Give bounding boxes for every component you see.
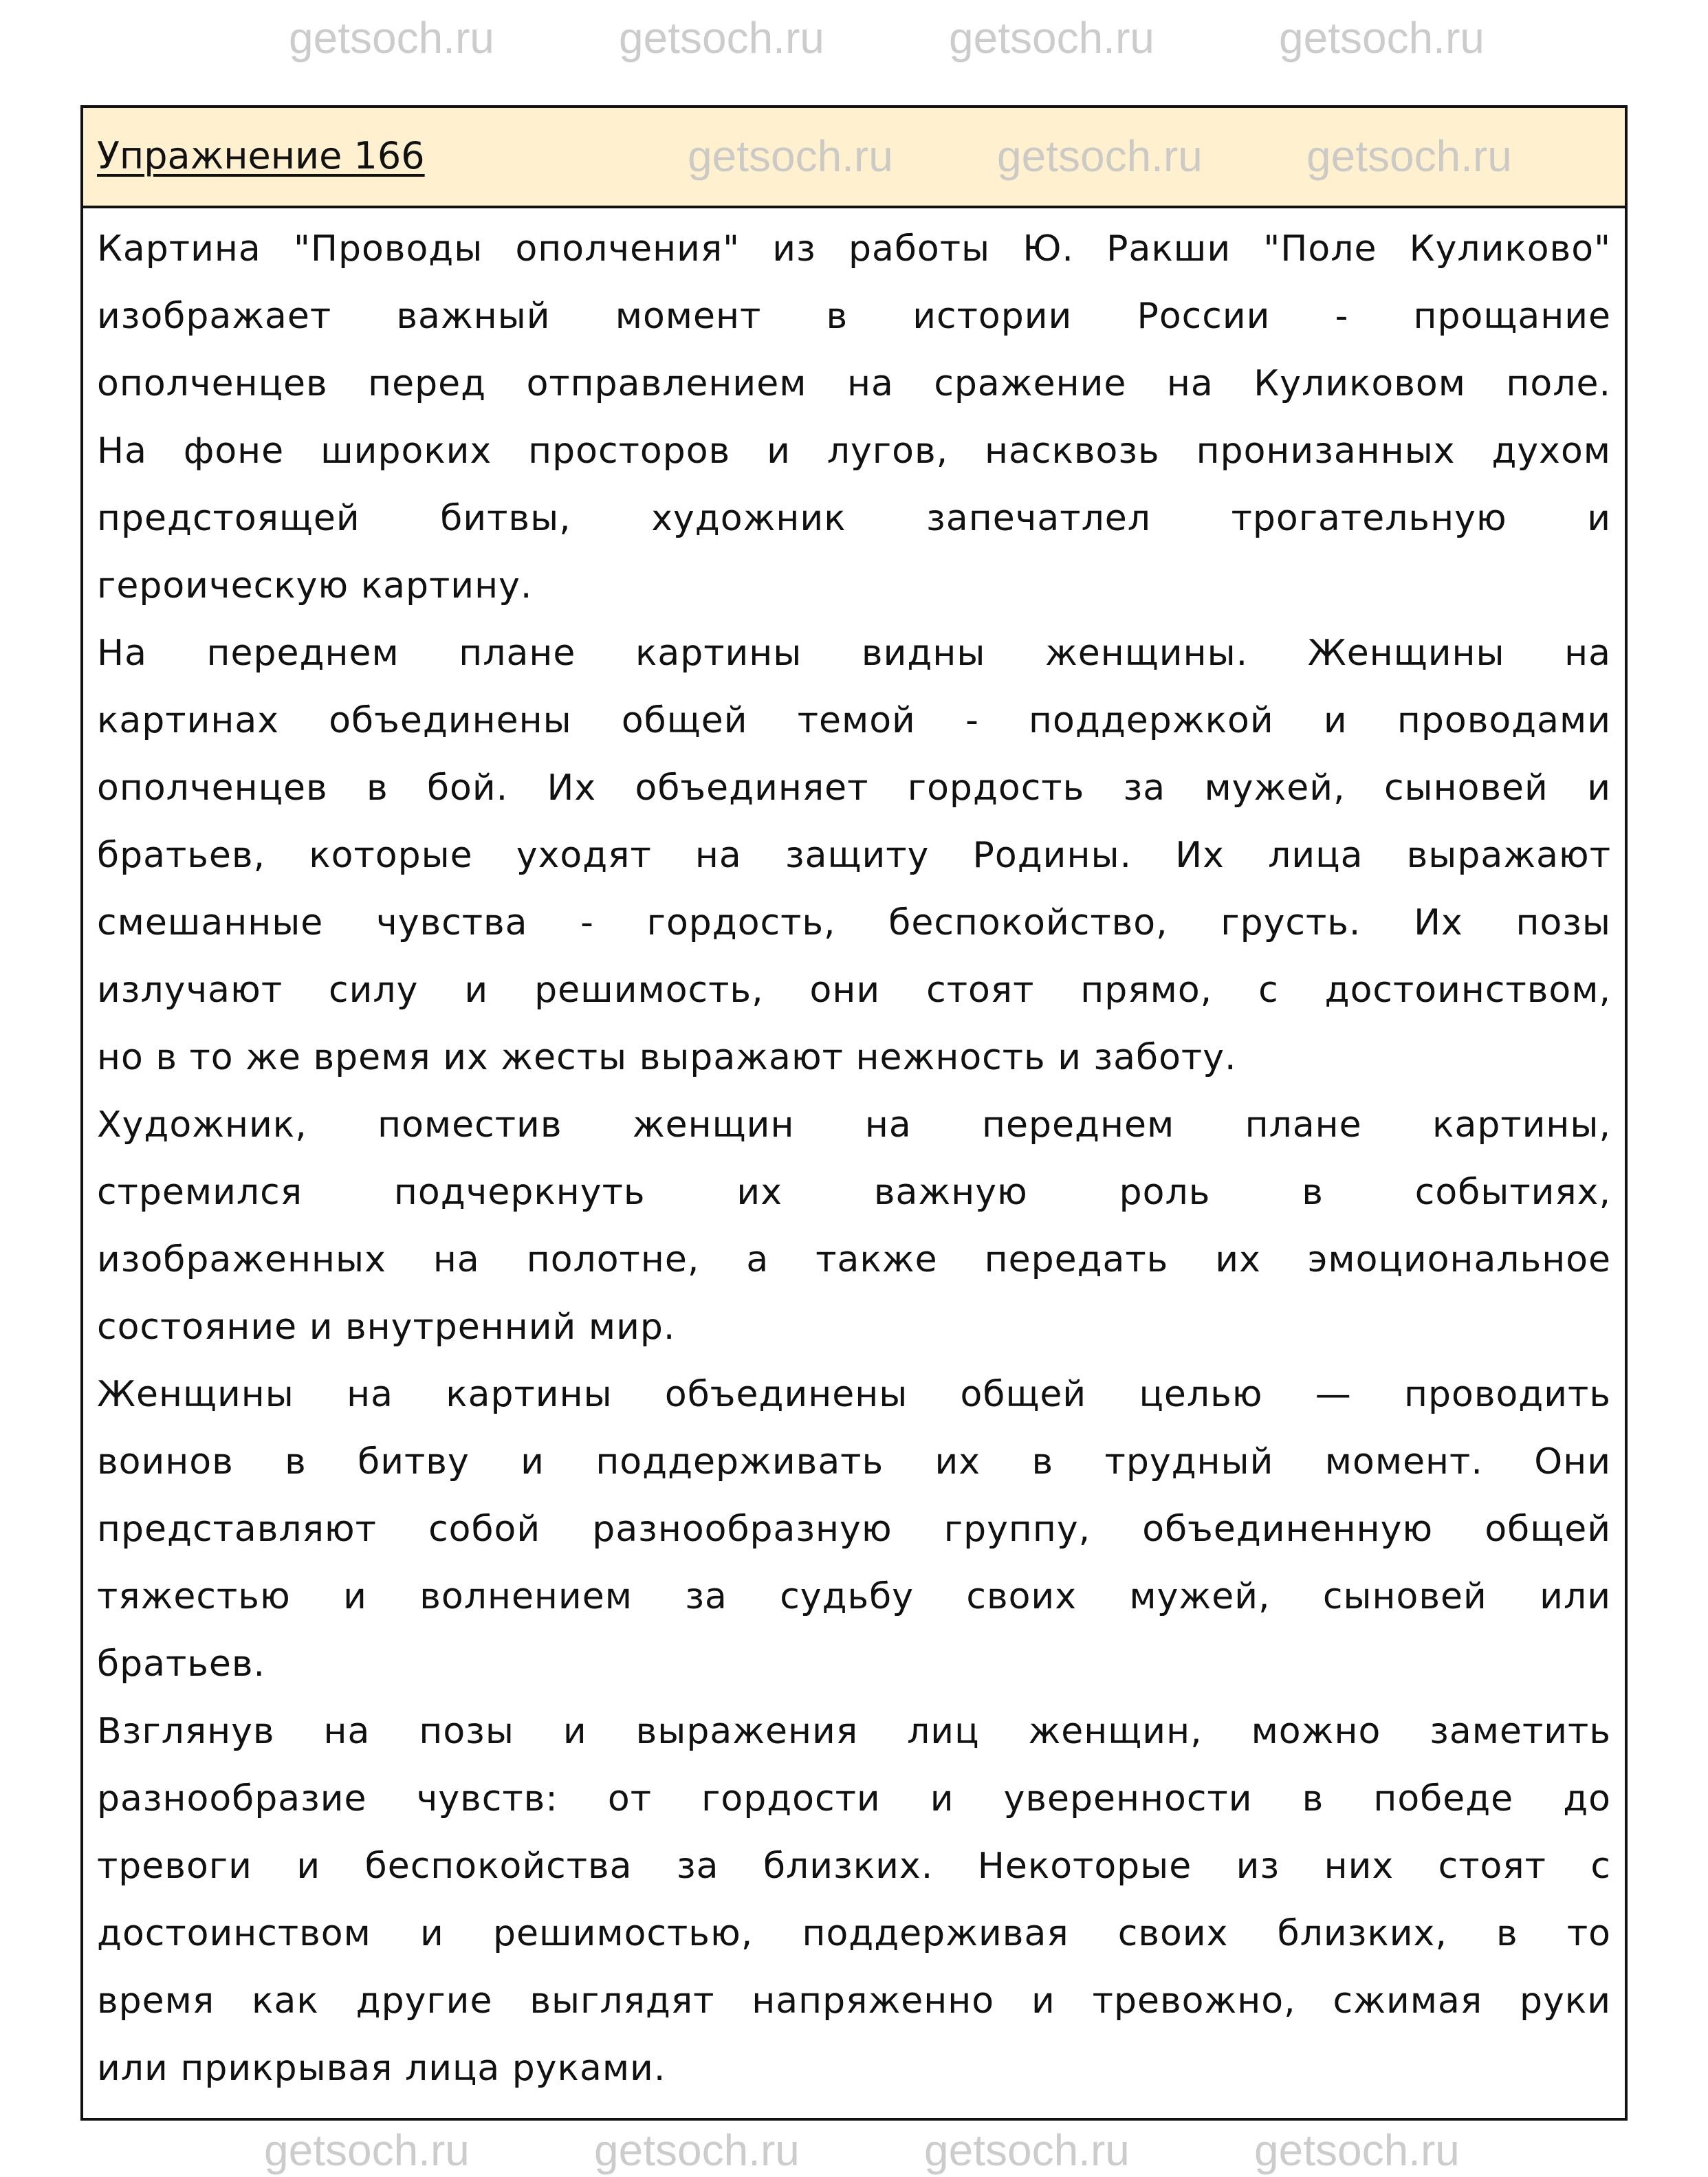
text-line: На переднем плане картины видны женщины. Женщины на — [97, 633, 1611, 674]
text-line: братьев, которые уходят на защиту Родины. Их лица выражают — [97, 835, 1611, 876]
watermark: getsoch.ru — [1306, 131, 1512, 181]
text-line: ополченцев перед отправлением на сражение на Куликовом поле. — [97, 363, 1611, 404]
text-line: тревоги и беспокойства за близких. Некоторые из них стоят с — [97, 1846, 1611, 1887]
text-line: На фоне широких просторов и лугов, насквозь пронизанных духом — [97, 430, 1611, 472]
watermark: getsoch.ru — [924, 2125, 1130, 2175]
exercise-text — [83, 208, 1625, 2102]
watermark: getsoch.ru — [949, 13, 1154, 63]
exercise-card — [80, 105, 1628, 2121]
text-line: представляют собой разнообразную группу, объединенную общей — [97, 1509, 1611, 1550]
text-line: Картина "Проводы ополчения" из работы Ю. Ракши "Поле Куликово" — [97, 228, 1611, 270]
text-line: тяжестью и волнением за судьбу своих мужей, сыновей или — [97, 1576, 1611, 1617]
text-line: Взглянув на позы и выражения лиц женщин, можно заметить — [97, 1711, 1611, 1752]
exercise-title: Упражнение 166 — [97, 134, 425, 177]
text-line: достоинством и решимостью, поддерживая своих близких, в то — [97, 1913, 1611, 1954]
text-line: время как другие выглядят напряженно и тревожно, сжимая руки — [97, 1980, 1611, 2022]
text-line: но в то же время их жесты выражают нежность и заботу. — [97, 1037, 1237, 1078]
text-line: воинов в битву и поддерживать их в трудный момент. Они — [97, 1441, 1611, 1483]
paragraph — [97, 620, 1611, 1091]
text-line: или прикрывая лица руками. — [97, 2048, 666, 2089]
text-line: Женщины на картины объединены общей целью — проводить — [97, 1374, 1611, 1415]
text-line: ополченцев в бой. Их объединяет гордость за мужей, сыновей и — [97, 767, 1611, 809]
paragraph — [97, 215, 1611, 620]
watermark: getsoch.ru — [619, 13, 824, 63]
watermark: getsoch.ru — [594, 2125, 800, 2175]
paragraph — [97, 1361, 1611, 1698]
paragraph — [97, 1091, 1611, 1361]
text-line: смешанные чувства - гордость, беспокойство, грусть. Их позы — [97, 902, 1611, 943]
watermark: getsoch.ru — [289, 13, 494, 63]
watermark: getsoch.ru — [264, 2125, 470, 2175]
watermark: getsoch.ru — [1279, 13, 1485, 63]
paragraph — [97, 1698, 1611, 2102]
text-line: излучают силу и решимость, они стоят прямо, с достоинством, — [97, 970, 1611, 1011]
watermark: getsoch.ru — [688, 131, 893, 181]
text-line: Художник, поместив женщин на переднем плане картины, — [97, 1104, 1611, 1146]
text-line: изображенных на полотне, а также передать их эмоциональное — [97, 1239, 1611, 1280]
text-line: картинах объединены общей темой - поддержкой и проводами — [97, 700, 1611, 741]
text-line: братьев. — [97, 1643, 266, 1685]
text-line: предстоящей битвы, художник запечатлел трогательную и — [97, 498, 1611, 539]
text-line: состояние и внутренний мир. — [97, 1306, 676, 1348]
text-line: стремился подчеркнуть их важную роль в событиях, — [97, 1172, 1611, 1213]
watermark: getsoch.ru — [997, 131, 1203, 181]
text-line: изображает важный момент в истории России - прощание — [97, 296, 1611, 337]
watermark: getsoch.ru — [1254, 2125, 1460, 2175]
exercise-header — [83, 108, 1625, 208]
text-line: героическую картину. — [97, 565, 533, 606]
text-line: разнообразие чувств: от гордости и уверенности в победе до — [97, 1778, 1611, 1819]
